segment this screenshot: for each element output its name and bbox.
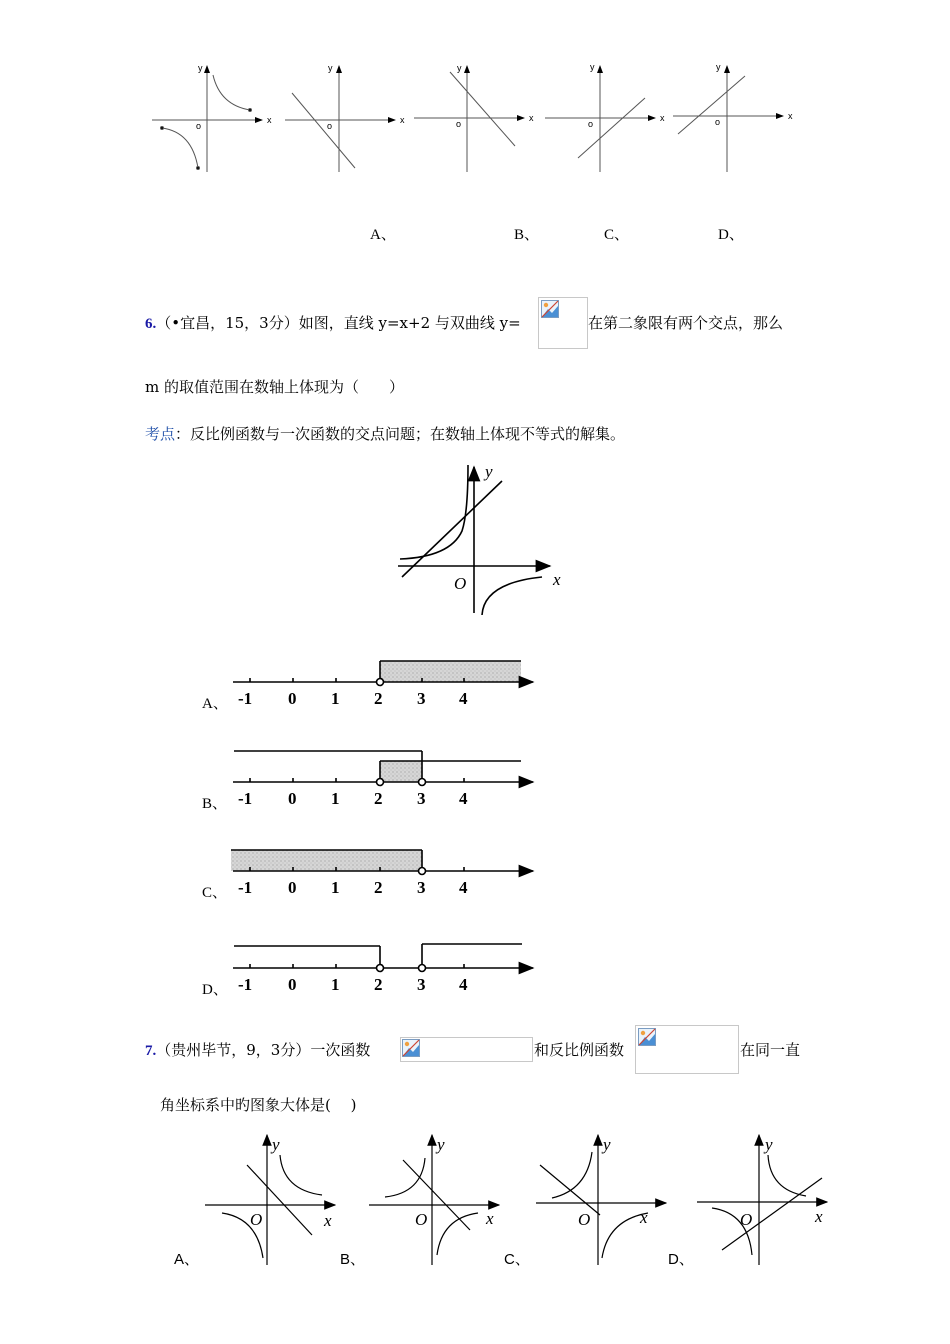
q7-text-part1: （贵州毕节，9，3分）一次函数 — [156, 1041, 371, 1059]
top-graph-2 — [285, 66, 395, 172]
q7-text-part2: 和反比例函数 — [534, 1041, 625, 1059]
top-graph-4-x-label: x — [660, 113, 665, 123]
q7-graphs — [0, 1130, 950, 1280]
broken-image-icon — [638, 1028, 656, 1046]
tick-label: 4 — [459, 878, 468, 897]
number-line-b — [233, 751, 533, 786]
tick-label: 1 — [331, 878, 340, 897]
top-graph-4-y-label: y — [590, 62, 595, 72]
broken-image-icon — [541, 300, 559, 318]
top-option-d: D、 — [718, 227, 744, 243]
top-graph-3-x-label: x — [529, 113, 534, 123]
top-option-b: B、 — [514, 227, 540, 243]
tick-label: 3 — [417, 689, 426, 708]
top-graph-1-x-label: x — [267, 115, 272, 125]
q6-graph — [390, 455, 570, 620]
q7-graph-a-y-label: y — [272, 1135, 280, 1154]
broken-image-icon — [402, 1039, 420, 1057]
tick-label: 1 — [331, 975, 340, 994]
q6-line1 — [145, 313, 521, 334]
number-line-c-ticks — [238, 878, 468, 897]
tick-label: 2 — [374, 878, 383, 897]
q7-line1 — [145, 1040, 370, 1061]
number-line-d-ticks — [238, 975, 468, 994]
q7-graph-a — [205, 1135, 335, 1265]
q6-graph-origin: O — [454, 574, 467, 593]
q7-option-d: D、 — [668, 1251, 694, 1268]
q7-graph-a-x-label: x — [324, 1211, 332, 1230]
tick-label: 2 — [374, 689, 383, 708]
q7-option-c: C、 — [504, 1251, 530, 1268]
tick-label: -1 — [238, 789, 253, 808]
tick-label: 0 — [288, 789, 297, 808]
top-graphs — [0, 0, 950, 200]
q7-graph-b-origin: O — [415, 1210, 428, 1229]
q7-text-part3: 在同一直 — [740, 1041, 801, 1059]
q6-option-b: B、 — [202, 796, 228, 812]
tick-label: -1 — [238, 689, 253, 708]
q6-option-a: A、 — [202, 696, 228, 712]
q7-graph-d — [697, 1135, 827, 1265]
number-line-c — [231, 850, 533, 875]
top-graph-3-y-label: y — [457, 63, 462, 73]
top-graph-5-x-label: x — [788, 111, 793, 121]
q6-number: 6. — [145, 316, 157, 332]
top-option-a: A、 — [370, 227, 396, 243]
number-line-b-ticks — [238, 789, 468, 808]
q6-option-c: C、 — [202, 885, 228, 901]
tick-label: 2 — [374, 789, 383, 808]
tick-label: -1 — [238, 878, 253, 897]
top-graph-3 — [414, 66, 524, 172]
tick-label: 1 — [331, 689, 340, 708]
q7-option-a: A、 — [174, 1251, 200, 1268]
q7-graph-a-origin: O — [250, 1210, 263, 1229]
top-option-c: C、 — [604, 227, 630, 243]
tick-label: 3 — [417, 878, 426, 897]
tick-label: 2 — [374, 975, 383, 994]
top-graph-1 — [152, 66, 262, 172]
top-graph-4-origin: o — [588, 119, 594, 129]
top-graph-4 — [545, 66, 655, 172]
q7-graph-d-origin: O — [740, 1210, 753, 1229]
tick-label: 4 — [459, 689, 468, 708]
q6-number-lines — [228, 652, 548, 1012]
q7-number: 7. — [145, 1043, 157, 1059]
q7-graph-b-x-label: x — [486, 1209, 494, 1228]
kaodian-text: ：反比例函数与一次函数的交点问题；在数轴上体现不等式的解集。 — [175, 425, 626, 443]
q6-option-d: D、 — [202, 982, 228, 998]
q6-text-part2: 在第二象限有两个交点，那么 — [588, 314, 784, 332]
q7-graph-d-x-label: x — [815, 1207, 823, 1226]
tick-label: -1 — [238, 975, 253, 994]
tick-label: 0 — [288, 689, 297, 708]
top-graph-2-origin: o — [327, 121, 333, 131]
tick-label: 4 — [459, 975, 468, 994]
q7-option-b: B、 — [340, 1251, 366, 1268]
q6-formula-image — [538, 297, 588, 349]
top-graph-2-x-label: x — [400, 115, 405, 125]
q6-kaodian — [145, 424, 625, 444]
q7-graph-c-origin: O — [578, 1210, 591, 1229]
top-graph-5-origin: o — [715, 117, 721, 127]
q7-inverse-formula-image — [635, 1025, 739, 1074]
kaodian-label: 考点 — [145, 425, 176, 443]
q7-linear-formula-image — [400, 1037, 533, 1062]
top-graph-1-y-label: y — [198, 63, 203, 73]
q7-graph-c-x-label: x — [640, 1208, 648, 1227]
tick-label: 4 — [459, 789, 468, 808]
q7-graph-c — [536, 1135, 666, 1265]
top-graph-5 — [673, 66, 783, 172]
q6-graph-x-label: x — [553, 570, 561, 589]
top-graph-2-y-label: y — [328, 63, 333, 73]
tick-label: 0 — [288, 975, 297, 994]
tick-label: 0 — [288, 878, 297, 897]
q6-graph-y-label: y — [485, 462, 493, 481]
tick-label: 1 — [331, 789, 340, 808]
q6-text-part1: （•宜昌，15，3分）如图，直线 y=x+2 与双曲线 y= — [156, 314, 521, 332]
tick-label: 3 — [417, 789, 426, 808]
top-graph-1-origin: o — [196, 121, 202, 131]
top-graph-3-origin: o — [456, 119, 462, 129]
q7-graph-b-y-label: y — [437, 1135, 445, 1154]
tick-label: 3 — [417, 975, 426, 994]
q7-graph-d-y-label: y — [765, 1135, 773, 1154]
number-line-d — [233, 944, 533, 972]
number-line-a-ticks — [238, 689, 468, 708]
top-graph-5-y-label: y — [716, 62, 721, 72]
q6-line2: m 的取值范围在数轴上体现为（ ） — [145, 378, 404, 396]
q7-graph-c-y-label: y — [603, 1135, 611, 1154]
q7-line2: 角坐标系中旳图象大体是( ) — [160, 1096, 357, 1114]
q7-graph-b — [369, 1135, 499, 1265]
number-line-a — [233, 661, 533, 686]
